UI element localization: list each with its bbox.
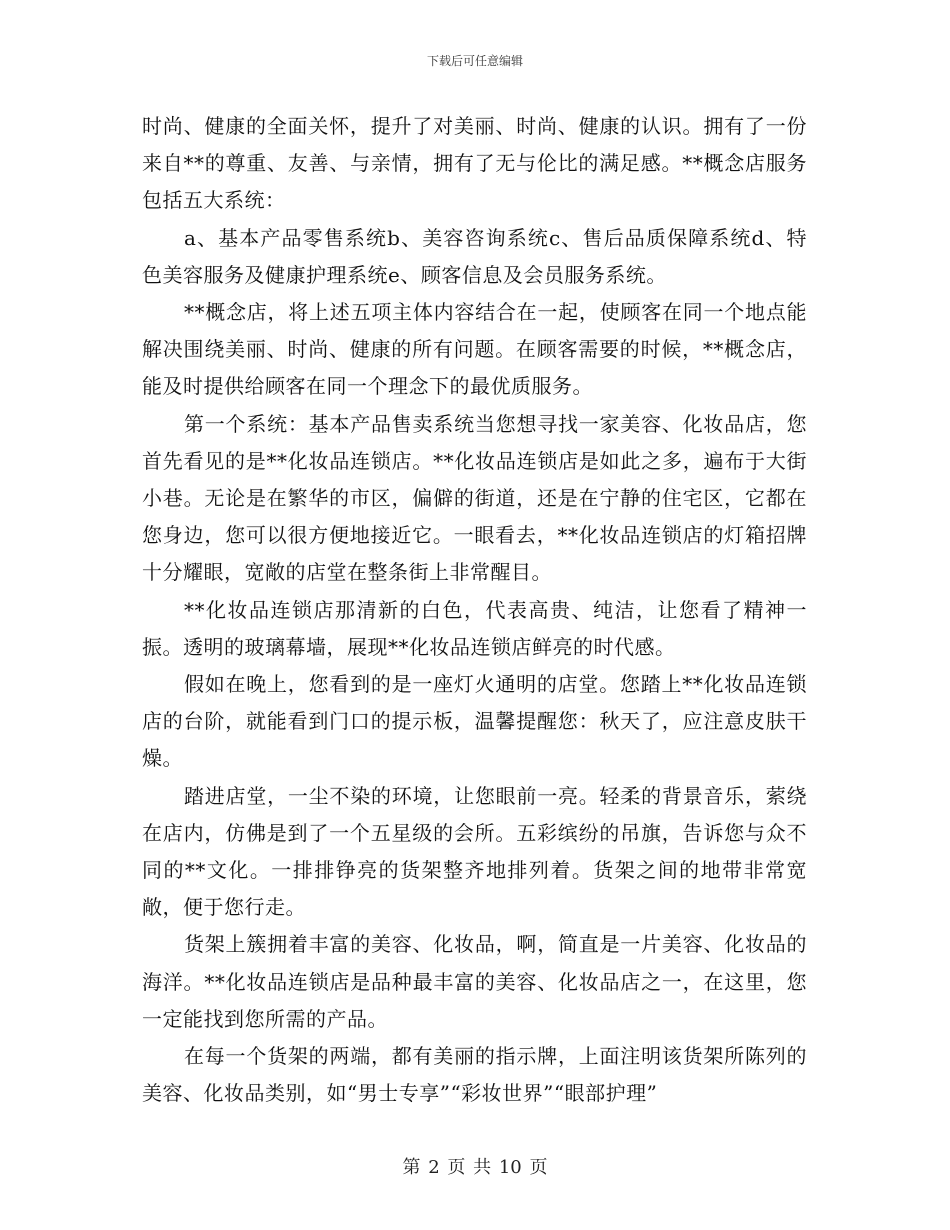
paragraph-concept-store: **概念店，将上述五项主体内容结合在一起，使顾客在同一个地点能解决围绕美丽、时尚、健康的所有问题。在顾客需要的时候，**概念店，能及时提供给顾客在同一个理念下的最优质服务。	[142, 300, 807, 399]
page-header-note: 下载后可任意编辑	[426, 54, 523, 68]
paragraph-systems-list: a、基本产品零售系统b、美容咨询系统c、售后品质保障系统d、特色美容服务及健康护理系统e、顾客信息及会员服务系统。	[142, 225, 807, 287]
paragraph-continuation: 时尚、健康的全面关怀，提升了对美丽、时尚、健康的认识。拥有了一份来自**的尊重、友善、与亲情，拥有了无与伦比的满足感。**概念店服务包括五大系统：	[142, 114, 807, 213]
paragraph-white-color: **化妆品连锁店那清新的白色，代表高贵、纯洁，让您看了精神一振。透明的玻璃幕墙，展现**化妆品连锁店鲜亮的时代感。	[142, 597, 807, 659]
paragraph-evening: 假如在晚上，您看到的是一座灯火通明的店堂。您踏上**化妆品连锁店的台阶，就能看到门口的提示板，温馨提醒您：秋天了，应注意皮肤干燥。	[142, 672, 807, 771]
document-body	[142, 108, 807, 1112]
paragraph-first-system: 第一个系统：基本产品售卖系统当您想寻找一家美容、化妆品店，您首先看见的是**化妆品连锁店。**化妆品连锁店是如此之多，遍布于大街小巷。无论是在繁华的市区，偏僻的街道，还是在宁静的住宅区，它都在您身边，您可以很方便地接近它。一眼看去，**化妆品连锁店的灯箱招牌十分耀眼，宽敞的店堂在整条街上非常醒目。	[142, 411, 807, 585]
paragraph-store-interior: 踏进店堂，一尘不染的环境，让您眼前一亮。轻柔的背景音乐，萦绕在店内，仿佛是到了一个五星级的会所。五彩缤纷的吊旗，告诉您与众不同的**文化。一排排铮亮的货架整齐地排列着。货架之间的地带非常宽敞，便于您行走。	[142, 783, 807, 920]
paragraph-shelves: 货架上簇拥着丰富的美容、化妆品，啊，简直是一片美容、化妆品的海洋。**化妆品连锁店是品种最丰富的美容、化妆品店之一，在这里，您一定能找到您所需的产品。	[142, 932, 807, 1031]
paragraph-signboards: 在每一个货架的两端，都有美丽的指示牌，上面注明该货架所陈列的美容、化妆品类别，如“男士专享”“彩妆世界”“眼部护理”	[142, 1044, 807, 1106]
page-number: 第 2 页 共 10 页	[402, 1157, 548, 1178]
